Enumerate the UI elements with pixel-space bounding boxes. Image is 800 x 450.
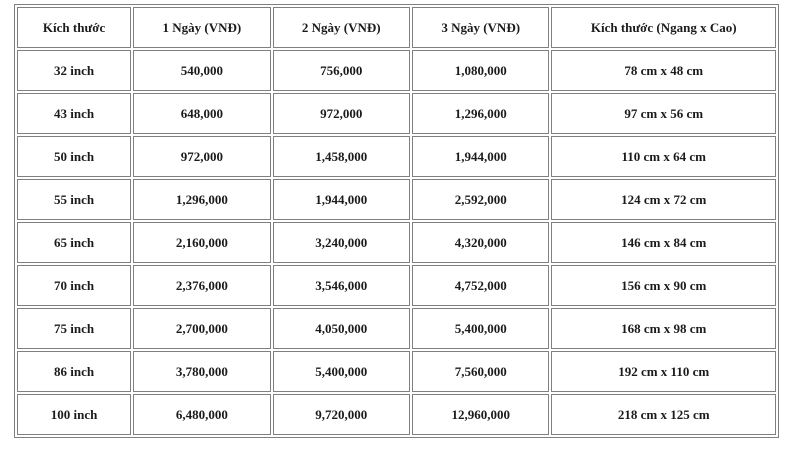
table-cell: 156 cm x 90 cm <box>551 265 776 306</box>
table-row <box>17 179 776 220</box>
table-cell: 972,000 <box>133 136 270 177</box>
table-cell: 124 cm x 72 cm <box>551 179 776 220</box>
pricing-table-container <box>14 4 779 438</box>
table-cell: 1,296,000 <box>412 93 549 134</box>
table-cell: 110 cm x 64 cm <box>551 136 776 177</box>
table-cell: 97 cm x 56 cm <box>551 93 776 134</box>
table-row <box>17 308 776 349</box>
table-cell: 78 cm x 48 cm <box>551 50 776 91</box>
table-row <box>17 394 776 435</box>
table-cell: 55 inch <box>17 179 131 220</box>
table-row <box>17 351 776 392</box>
table-cell: 1,080,000 <box>412 50 549 91</box>
table-cell: 540,000 <box>133 50 270 91</box>
table-row <box>17 136 776 177</box>
table-cell: 1,458,000 <box>273 136 410 177</box>
table-cell: 168 cm x 98 cm <box>551 308 776 349</box>
table-cell: 86 inch <box>17 351 131 392</box>
table-row <box>17 93 776 134</box>
table-header <box>17 7 776 48</box>
table-cell: 2,376,000 <box>133 265 270 306</box>
table-cell: 5,400,000 <box>273 351 410 392</box>
table-row <box>17 222 776 263</box>
table-row <box>17 50 776 91</box>
table-cell: 12,960,000 <box>412 394 549 435</box>
table-cell: 9,720,000 <box>273 394 410 435</box>
table-cell: 32 inch <box>17 50 131 91</box>
table-cell: 4,752,000 <box>412 265 549 306</box>
table-cell: 648,000 <box>133 93 270 134</box>
table-cell: 2,700,000 <box>133 308 270 349</box>
table-cell: 146 cm x 84 cm <box>551 222 776 263</box>
table-body <box>17 50 776 435</box>
column-header: Kích thước <box>17 7 131 48</box>
table-cell: 65 inch <box>17 222 131 263</box>
pricing-table <box>14 4 779 438</box>
column-header: 2 Ngày (VNĐ) <box>273 7 410 48</box>
table-cell: 100 inch <box>17 394 131 435</box>
table-cell: 972,000 <box>273 93 410 134</box>
table-cell: 7,560,000 <box>412 351 549 392</box>
table-cell: 3,240,000 <box>273 222 410 263</box>
table-cell: 6,480,000 <box>133 394 270 435</box>
table-cell: 3,546,000 <box>273 265 410 306</box>
column-header: 3 Ngày (VNĐ) <box>412 7 549 48</box>
table-cell: 4,050,000 <box>273 308 410 349</box>
table-cell: 1,296,000 <box>133 179 270 220</box>
table-cell: 4,320,000 <box>412 222 549 263</box>
column-header: 1 Ngày (VNĐ) <box>133 7 270 48</box>
table-cell: 192 cm x 110 cm <box>551 351 776 392</box>
table-cell: 43 inch <box>17 93 131 134</box>
column-header: Kích thước (Ngang x Cao) <box>551 7 776 48</box>
table-cell: 756,000 <box>273 50 410 91</box>
table-cell: 50 inch <box>17 136 131 177</box>
table-cell: 1,944,000 <box>273 179 410 220</box>
table-cell: 218 cm x 125 cm <box>551 394 776 435</box>
table-cell: 2,160,000 <box>133 222 270 263</box>
table-cell: 2,592,000 <box>412 179 549 220</box>
table-cell: 75 inch <box>17 308 131 349</box>
table-cell: 5,400,000 <box>412 308 549 349</box>
header-row <box>17 7 776 48</box>
table-cell: 70 inch <box>17 265 131 306</box>
table-row <box>17 265 776 306</box>
table-cell: 1,944,000 <box>412 136 549 177</box>
table-cell: 3,780,000 <box>133 351 270 392</box>
